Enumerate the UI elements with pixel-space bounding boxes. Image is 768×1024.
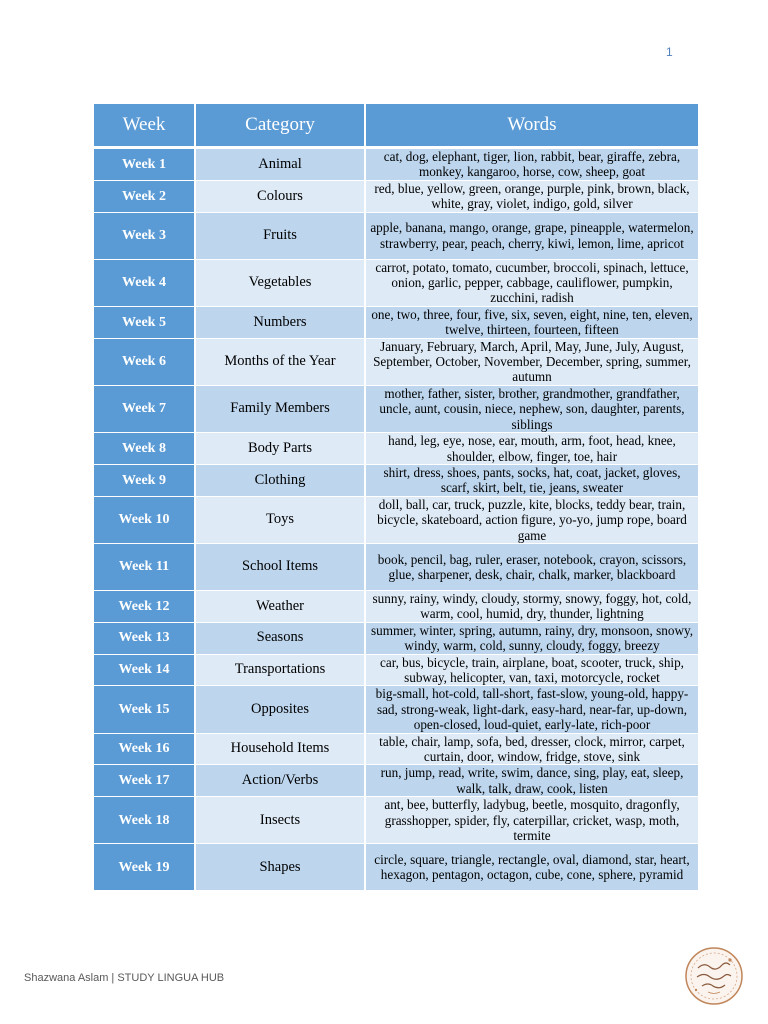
category-cell: Toys (195, 496, 365, 543)
week-cell: Week 14 (94, 654, 195, 686)
header-words: Words (365, 104, 698, 148)
week-cell: Week 9 (94, 464, 195, 496)
category-cell: Body Parts (195, 433, 365, 465)
category-cell: Clothing (195, 464, 365, 496)
week-cell: Week 13 (94, 622, 195, 654)
table-row (94, 496, 698, 543)
words-cell: ant, bee, butterfly, ladybug, beetle, mosquito, dragonfly, grasshopper, spider, fly, caterpillar, cricket, wasp, moth, termite (365, 797, 698, 844)
week-cell: Week 18 (94, 797, 195, 844)
category-cell: Seasons (195, 622, 365, 654)
category-cell: Household Items (195, 733, 365, 765)
week-cell: Week 4 (94, 259, 195, 306)
week-cell: Week 10 (94, 496, 195, 543)
words-cell: cat, dog, elephant, tiger, lion, rabbit, bear, giraffe, zebra, monkey, kangaroo, horse, cow, sheep, goat (365, 148, 698, 181)
week-cell: Week 17 (94, 765, 195, 797)
words-cell: book, pencil, bag, ruler, eraser, notebook, crayon, scissors, glue, sharpener, desk, chair, chalk, marker, blackboard (365, 543, 698, 590)
table-header (94, 104, 698, 148)
week-cell: Week 2 (94, 180, 195, 212)
table-row (94, 180, 698, 212)
week-cell: Week 12 (94, 590, 195, 622)
category-cell: School Items (195, 543, 365, 590)
words-cell: apple, banana, mango, orange, grape, pineapple, watermelon, strawberry, pear, peach, cherry, kiwi, lemon, lime, apricot (365, 212, 698, 259)
words-cell: hand, leg, eye, nose, ear, mouth, arm, foot, head, knee, shoulder, elbow, finger, toe, hair (365, 433, 698, 465)
words-cell: table, chair, lamp, sofa, bed, dresser, clock, mirror, carpet, curtain, door, window, fridge, stove, sink (365, 733, 698, 765)
table-row (94, 543, 698, 590)
table-row (94, 686, 698, 733)
words-cell: shirt, dress, shoes, pants, socks, hat, coat, jacket, gloves, scarf, skirt, belt, tie, jeans, sweater (365, 464, 698, 496)
category-cell: Opposites (195, 686, 365, 733)
category-cell: Insects (195, 797, 365, 844)
week-cell: Week 3 (94, 212, 195, 259)
study-lingua-hub-logo-icon (684, 946, 744, 1006)
words-cell: mother, father, sister, brother, grandmother, grandfather, uncle, aunt, cousin, niece, nephew, son, daughter, parents, siblings (365, 385, 698, 432)
category-cell: Action/Verbs (195, 765, 365, 797)
words-cell: big-small, hot-cold, tall-short, fast-slow, young-old, happy-sad, strong-weak, light-dark, easy-hard, near-far, up-down, open-closed, loud-quiet, early-late, rich-poor (365, 686, 698, 733)
category-cell: Family Members (195, 385, 365, 432)
vocabulary-table (94, 104, 698, 891)
table-row (94, 622, 698, 654)
week-cell: Week 19 (94, 844, 195, 891)
table-row (94, 306, 698, 338)
words-cell: one, two, three, four, five, six, seven, eight, nine, ten, eleven, twelve, thirteen, fourteen, fifteen (365, 306, 698, 338)
category-cell: Fruits (195, 212, 365, 259)
words-cell: summer, winter, spring, autumn, rainy, dry, monsoon, snowy, windy, warm, cold, sunny, cloudy, foggy, breezy (365, 622, 698, 654)
words-cell: red, blue, yellow, green, orange, purple, pink, brown, black, white, gray, violet, indigo, gold, silver (365, 180, 698, 212)
category-cell: Colours (195, 180, 365, 212)
week-cell: Week 5 (94, 306, 195, 338)
week-cell: Week 7 (94, 385, 195, 432)
header-row (94, 104, 698, 148)
table-row (94, 433, 698, 465)
words-cell: carrot, potato, tomato, cucumber, broccoli, spinach, lettuce, onion, garlic, pepper, cabbage, cauliflower, pumpkin, zucchini, radish (365, 259, 698, 306)
table-row (94, 654, 698, 686)
table-row (94, 212, 698, 259)
category-cell: Animal (195, 148, 365, 181)
week-cell: Week 8 (94, 433, 195, 465)
table-row (94, 148, 698, 181)
week-cell: Week 1 (94, 148, 195, 181)
header-category: Category (195, 104, 365, 148)
table-row (94, 797, 698, 844)
week-cell: Week 16 (94, 733, 195, 765)
category-cell: Vegetables (195, 259, 365, 306)
header-week: Week (94, 104, 195, 148)
table-row (94, 844, 698, 891)
week-cell: Week 15 (94, 686, 195, 733)
week-cell: Week 6 (94, 338, 195, 385)
table-body (94, 148, 698, 891)
table-row (94, 733, 698, 765)
table-row (94, 464, 698, 496)
words-cell: circle, square, triangle, rectangle, oval, diamond, star, heart, hexagon, pentagon, octagon, cube, cone, sphere, pyramid (365, 844, 698, 891)
footer-author: Shazwana Aslam | STUDY LINGUA HUB (24, 972, 225, 984)
category-cell: Shapes (195, 844, 365, 891)
category-cell: Weather (195, 590, 365, 622)
table-row (94, 765, 698, 797)
week-cell: Week 11 (94, 543, 195, 590)
table-row (94, 259, 698, 306)
table-row (94, 385, 698, 432)
words-cell: run, jump, read, write, swim, dance, sing, play, eat, sleep, walk, talk, draw, cook, listen (365, 765, 698, 797)
words-cell: sunny, rainy, windy, cloudy, stormy, snowy, foggy, hot, cold, warm, cool, humid, dry, thunder, lightning (365, 590, 698, 622)
table-row (94, 590, 698, 622)
words-cell: doll, ball, car, truck, puzzle, kite, blocks, teddy bear, train, bicycle, skateboard, action figure, yo-yo, jump rope, board game (365, 496, 698, 543)
words-cell: January, February, March, April, May, June, July, August, September, October, November, December, spring, summer, autumn (365, 338, 698, 385)
category-cell: Transportations (195, 654, 365, 686)
category-cell: Months of the Year (195, 338, 365, 385)
category-cell: Numbers (195, 306, 365, 338)
page-number: 1 (666, 45, 673, 59)
table-row (94, 338, 698, 385)
words-cell: car, bus, bicycle, train, airplane, boat, scooter, truck, ship, subway, helicopter, van, taxi, motorcycle, rocket (365, 654, 698, 686)
